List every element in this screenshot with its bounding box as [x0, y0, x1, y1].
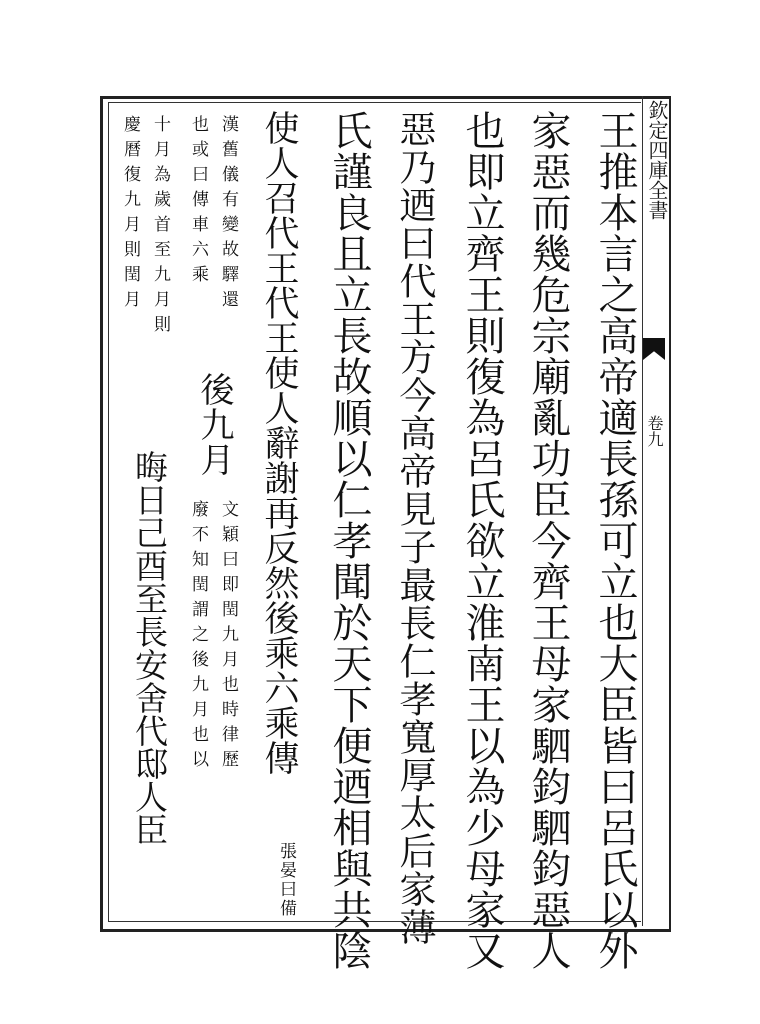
annotation-column-8b: 慶曆復九月則閏月 — [120, 115, 140, 315]
annotation-column-7c: 文穎曰即閏九月也時律歷 — [218, 500, 238, 775]
text-column-8: 晦日己酉至長安舍代邸人臣 — [130, 450, 169, 846]
margin-volume: 卷九 — [645, 415, 664, 447]
text-column-5: 氏謹良且立長故順以仁孝聞於天下便迺相與共陰 — [326, 110, 372, 971]
text-column-6: 使人召代王代王使人辭謝再反然後乘六乘傳 — [259, 110, 299, 775]
annotation-column-6: 張晏曰備 — [276, 842, 296, 918]
annotation-column-8a: 十月為歲首至九月則 — [150, 115, 170, 340]
text-column-7: 後九月 — [194, 372, 234, 477]
annotation-column-7b: 也或曰傳車六乘 — [188, 115, 208, 290]
margin-strip — [642, 96, 667, 926]
text-column-4: 惡乃迺曰代王方今高帝見子最長仁孝寬厚太后家薄 — [393, 110, 436, 946]
margin-title: 欽定四庫全書 — [645, 100, 669, 220]
text-column-3: 也即立齊王則復為呂氏欲立淮南王以為少母家又 — [459, 110, 505, 971]
annotation-column-7d: 廢不知閏謂之後九月也以 — [188, 500, 208, 775]
annotation-column-7a: 漢舊儀有變故驛還 — [218, 115, 238, 315]
text-column-1: 王推本言之高帝適長孫可立也大臣皆曰呂氏以外 — [592, 110, 638, 971]
text-column-2: 家惡而幾危宗廟亂功臣今齊王母家駟鈞駟鈞惡人 — [525, 110, 571, 971]
